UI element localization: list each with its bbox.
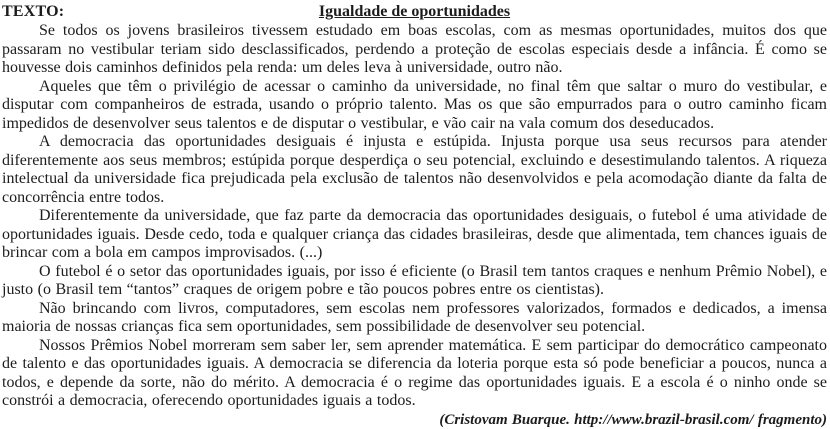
texto-label: TEXTO: (2, 2, 64, 22)
document-header (2, 2, 827, 22)
page-title: Igualdade de oportunidades (319, 3, 510, 20)
paragraph-6: Não brincando com livros, computadores, sem escolas nem professores valorizados, formados e dedicados, a imensa maioria de nossas crianças fica sem oportunidades, sem possibilidade de desenvolver seu potencial. (2, 300, 827, 337)
paragraph-1: Se todos os jovens brasileiros tivessem estudado em boas escolas, com as mesmas oportunidades, muitos dos que passaram no vestibular teriam sido desclassificados, perdendo a proteção de escolas especiais desde a infância. É como se houvesse dois caminhos definidos pela renda: um deles leva à universidade, outro não. (2, 22, 827, 78)
paragraph-4: Diferentemente da universidade, que faz parte da democracia das oportunidades desiguais, o futebol é uma atividade de oportunidades iguais. Desde cedo, toda e qualquer criança das cidades brasileiras, desde que alimentada, tem chances iguais de brincar com a bola em campos improvisados. (...) (2, 207, 827, 263)
source-attribution: (Cristovam Buarque. http://www.brazil-brasil.com/ fragmento) (402, 411, 827, 429)
paragraph-7 (2, 337, 827, 411)
paragraph-3: A democracia das oportunidades desiguais é injusta e estúpida. Injusta porque usa seus recursos para atender diferentemente aos seus membros; estúpida porque desperdiça o seu potencial, excluindo e desestimulando talentos. A riqueza intelectual da universidade fica prejudicada pela exclusão de talentos não desenvolvidos e pela acomodação diante da falta de concorrência entre todos. (2, 133, 827, 207)
paragraph-2: Aqueles que têm o privilégio de acessar o caminho da universidade, no final têm que saltar o muro do vestibular, e disputar com companheiros de estrada, usando o próprio talento. Mas os que são empurrados para o outro caminho ficam impedidos de desenvolver seus talentos e de disputar o vestibular, e vão cair na vala comum dos deseducados. (2, 78, 827, 134)
paragraph-5: O futebol é o setor das oportunidades iguais, por isso é eficiente (o Brasil tem tantos craques e nenhum Prêmio Nobel), e justo (o Brasil tem “tantos” craques de origem pobre e tão poucos pobres entre os cientistas). (2, 263, 827, 300)
paragraph-7-text: Nossos Prêmios Nobel morreram sem saber ler, sem aprender matemática. E sem participar do democrático campeonato de talento e das oportunidades iguais. A democracia se diferencia da loteria porque esta só pode beneficiar a poucos, nunca a todos, e depende da sorte, não do mérito. A democracia é o regime das oportunidades iguais. E a escola é o ninho onde se constrói a democracia, oferecendo oportunidades iguais a todos. (2, 337, 827, 410)
